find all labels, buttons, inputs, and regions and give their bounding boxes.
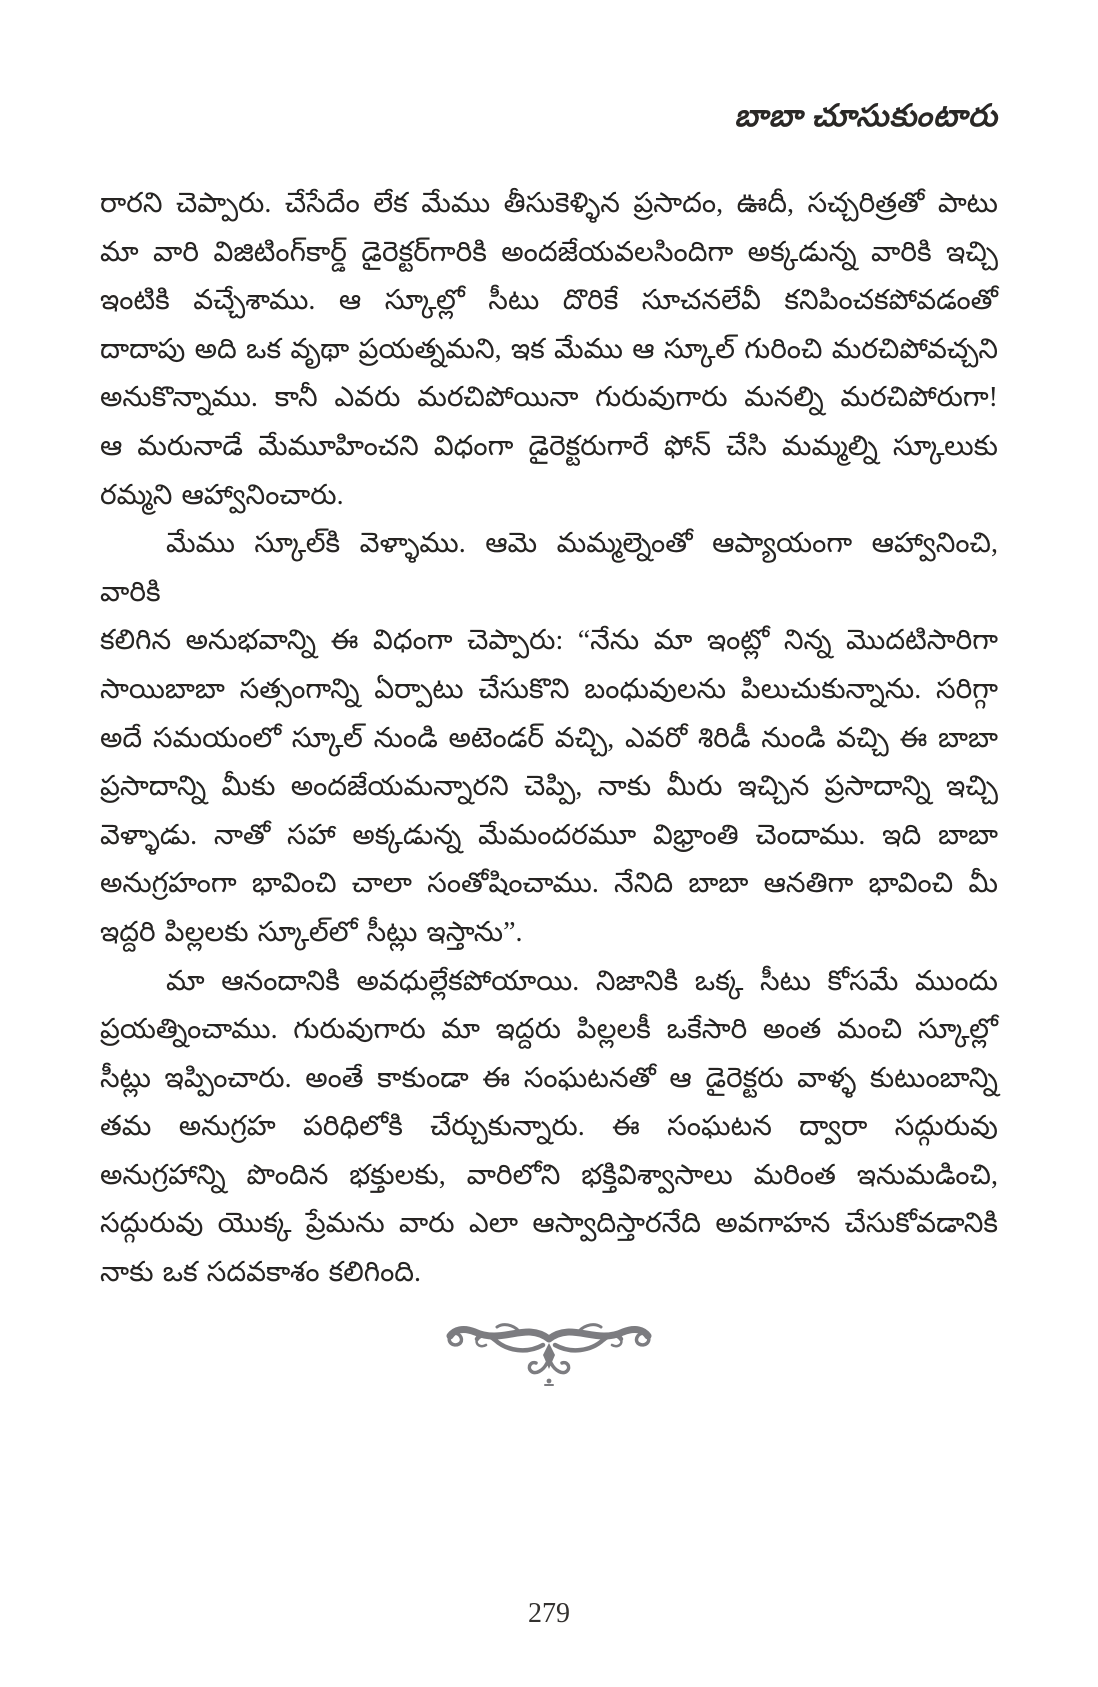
text-line: అదే సమయంలో స్కూల్ నుండి అటెండర్ వచ్చి, ఎవరో శిరిడీ నుండి వచ్చి ఈ బాబా — [100, 722, 998, 754]
text-line: ప్రసాదాన్ని మీకు అందజేయమన్నారని చెప్పి, నాకు మీరు ఇచ్చిన ప్రసాదాన్ని ఇచ్చి — [100, 771, 998, 803]
text-line: సద్గురువు యొక్క ప్రేమను వారు ఎలా ఆస్వాదిస్తారనేది అవగాహన చేసుకోవడానికి — [100, 1208, 998, 1240]
page-number: 279 — [528, 1598, 570, 1629]
text-line: ఇద్దరి పిల్లలకు స్కూల్‌లో సీట్లు ఇస్తాను”. — [100, 916, 523, 948]
text-line: కలిగిన అనుభవాన్ని ఈ విధంగా చెప్పారు: “నేను మా ఇంట్లో నిన్న మొదటిసారిగా — [100, 625, 998, 657]
text-line: దాదాపు అది ఒక వృథా ప్రయత్నమని, ఇక మేము ఆ స్కూల్ గురించి మరచిపోవచ్చని — [100, 333, 998, 365]
text-line: మా ఆనందానికి అవధుల్లేకపోయాయి. నిజానికి ఒక్క సీటు కోసమే ముందు — [166, 965, 998, 997]
text-line: ప్రయత్నించాము. గురువుగారు మా ఇద్దరు పిల్లలకీ ఒకేసారి అంత మంచి స్కూల్లో — [100, 1014, 998, 1046]
text-line: అనుకొన్నాము. కానీ ఎవరు మరచిపోయినా గురువుగారు మనల్ని మరచిపోరుగా! — [100, 382, 998, 414]
ornament-container — [0, 1305, 1098, 1396]
text-line: నాకు ఒక సదవకాశం కలిగింది. — [100, 1257, 422, 1289]
text-line: రమ్మని ఆహ్వానించారు. — [100, 479, 344, 511]
text-line: వెళ్ళాడు. నాతో సహా అక్కడున్న మేమందరమూ విభ్రాంతి చెందాము. ఇది బాబా — [100, 819, 998, 851]
floral-flourish-icon — [439, 1305, 659, 1391]
text-line: సీట్లు ఇప్పించారు. అంతే కాకుండా ఈ సంఘటనతో ఆ డైరెక్టరు వాళ్ళ కుటుంబాన్ని — [100, 1062, 998, 1094]
text-line: మా వారి విజిటింగ్‌కార్డ్ డైరెక్టర్‌గారికి అందజేయవలసిందిగా అక్కడున్న వారికి ఇచ్చి — [100, 236, 998, 268]
text-line: ఇంటికి వచ్చేశాము. ఆ స్కూల్లో సీటు దొరికే సూచనలేవీ కనిపించకపోవడంతో — [100, 285, 998, 317]
text-line: రారని చెప్పారు. చేసేదేం లేక మేము తీసుకెళ్ళిన ప్రసాదం, ఊదీ, సచ్చరిత్రతో పాటు — [100, 188, 998, 219]
body-text — [100, 180, 998, 1298]
text-line: మేము స్కూల్‌కి వెళ్ళాము. ఆమె మమ్మల్నెంతో ఆప్యాయంగా ఆహ్వానించి, వారికి — [100, 528, 998, 608]
text-line: సాయిబాబా సత్సంగాన్ని ఏర్పాటు చేసుకొని బంధువులను పిలుచుకున్నాను. సరిగ్గా — [100, 673, 998, 705]
text-line: తమ అనుగ్రహ పరిధిలోకి చేర్చుకున్నారు. ఈ సంఘటన ద్వారా సద్గురువు — [100, 1111, 998, 1143]
text-line: అనుగ్రహంగా భావించి చాలా సంతోషించాము. నేనిది బాబా ఆనతిగా భావించి మీ — [100, 868, 998, 900]
text-line: అనుగ్రహాన్ని పొందిన భక్తులకు, వారిలోని భక్తివిశ్వాసాలు మరింత ఇనుమడించి, — [100, 1159, 998, 1191]
running-header: బాబా చూసుకుంటారు — [734, 98, 998, 133]
text-line: ఆ మరునాడే మేమూహించని విధంగా డైరెక్టరుగారే ఫోన్ చేసి మమ్మల్ని స్కూలుకు — [100, 430, 998, 462]
